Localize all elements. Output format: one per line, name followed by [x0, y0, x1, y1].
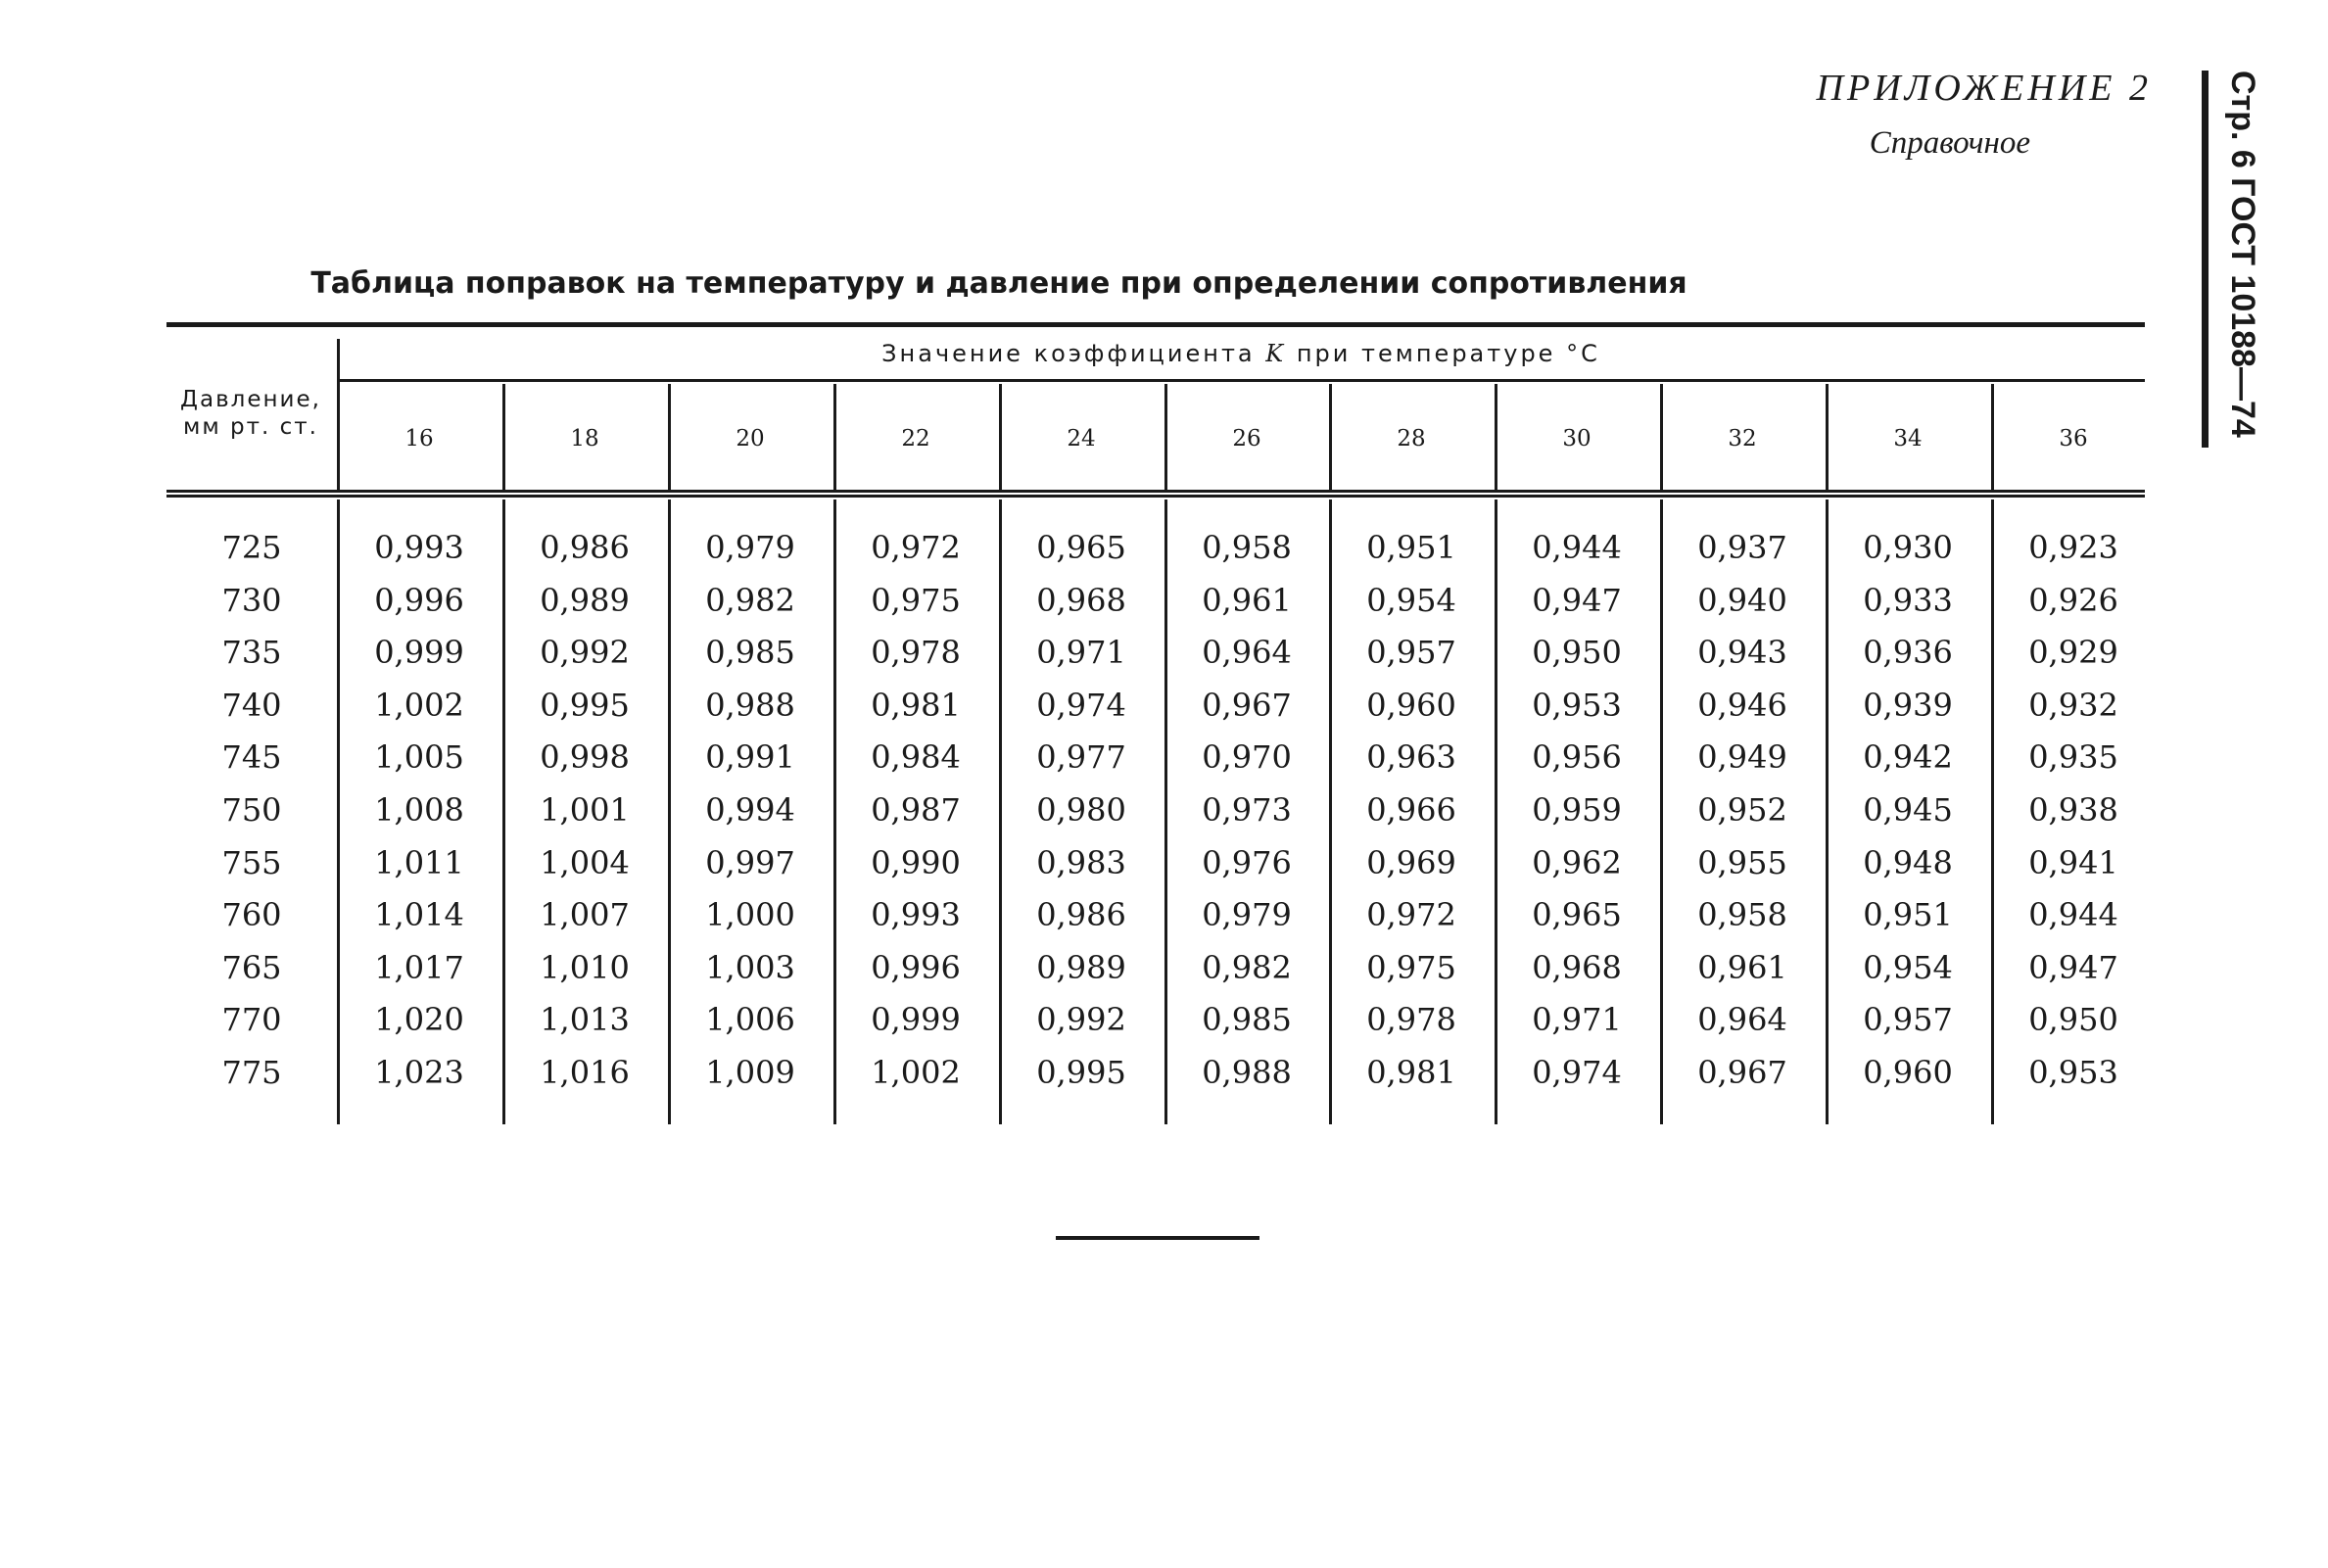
coefficient-cell: 0,988 — [705, 687, 795, 724]
group-header-symbol: K — [1265, 340, 1287, 367]
coefficient-cell: 0,964 — [1202, 634, 1292, 671]
coefficient-cell: 0,972 — [871, 529, 961, 566]
coefficient-cell: 0,923 — [2028, 529, 2118, 566]
coefficient-cell: 0,996 — [871, 949, 961, 986]
coefficient-cell: 0,978 — [1366, 1001, 1456, 1038]
coefficient-cell: 0,937 — [1697, 529, 1787, 566]
pressure-header-line2: мм рт. ст. — [183, 414, 318, 440]
coefficient-cell: 0,932 — [2028, 687, 2118, 724]
pressure-cell: 760 — [221, 896, 282, 933]
coefficient-cell: 1,002 — [871, 1054, 961, 1091]
coefficient-cell: 0,960 — [1366, 687, 1456, 724]
pressure-cell: 725 — [221, 529, 282, 566]
coefficient-cell: 0,974 — [1532, 1054, 1622, 1091]
coefficient-cell: 0,968 — [1532, 949, 1622, 986]
coefficient-cell: 0,954 — [1863, 949, 1953, 986]
coefficient-cell: 0,995 — [540, 687, 630, 724]
coefficient-cell: 0,930 — [1863, 529, 1953, 566]
coefficient-cell: 0,971 — [1036, 634, 1126, 671]
coefficient-cell: 0,929 — [2028, 634, 2118, 671]
temperature-header-cell: 36 — [2059, 426, 2088, 451]
pressure-cell: 765 — [221, 949, 282, 986]
side-header: Стр. 6 ГОСТ 10188—74 — [2224, 71, 2261, 438]
coefficient-cell: 0,959 — [1532, 791, 1622, 829]
coefficient-cell: 0,994 — [705, 791, 795, 829]
coefficient-cell: 1,020 — [374, 1001, 464, 1038]
group-header-suffix: при температуре °С — [1296, 340, 1600, 367]
appendix-subtitle: Справочное — [1869, 125, 2030, 161]
pressure-cell: 775 — [221, 1054, 282, 1091]
coefficient-cell: 0,986 — [1036, 896, 1126, 933]
coefficient-cell: 0,992 — [540, 634, 630, 671]
coefficient-cell: 0,998 — [540, 738, 630, 776]
pressure-cell: 755 — [221, 844, 282, 881]
coefficient-cell: 0,966 — [1366, 791, 1456, 829]
coefficient-cell: 0,973 — [1202, 791, 1292, 829]
coefficient-cell: 0,993 — [871, 896, 961, 933]
coefficient-cell: 0,926 — [2028, 582, 2118, 619]
coefficient-cell: 0,944 — [2028, 896, 2118, 933]
coefficient-cell: 0,938 — [2028, 791, 2118, 829]
coefficient-cell: 0,949 — [1697, 738, 1787, 776]
pressure-cell: 770 — [221, 1001, 282, 1038]
coefficient-cell: 0,945 — [1863, 791, 1953, 829]
coefficient-cell: 0,983 — [1036, 844, 1126, 881]
rule-top — [166, 322, 2145, 327]
coefficient-cell: 0,957 — [1863, 1001, 1953, 1038]
coefficient-cell: 0,978 — [871, 634, 961, 671]
pressure-cell: 730 — [221, 582, 282, 619]
coefficient-cell: 0,993 — [374, 529, 464, 566]
coefficient-cell: 0,954 — [1366, 582, 1456, 619]
coefficient-cell: 0,963 — [1366, 738, 1456, 776]
coefficient-cell: 0,956 — [1532, 738, 1622, 776]
pressure-header-line1: Давление, — [180, 387, 321, 412]
coefficient-cell: 0,996 — [374, 582, 464, 619]
coefficient-cell: 0,970 — [1202, 738, 1292, 776]
coefficient-cell: 1,014 — [374, 896, 464, 933]
coefficient-cell: 0,950 — [2028, 1001, 2118, 1038]
rule-group — [337, 379, 2145, 382]
coefficient-cell: 0,997 — [705, 844, 795, 881]
table-title: Таблица поправок на температуру и давление при определении сопротивления — [310, 266, 1687, 301]
coefficient-cell: 1,007 — [540, 896, 630, 933]
coefficient-cell: 0,979 — [705, 529, 795, 566]
coefficient-cell: 0,991 — [705, 738, 795, 776]
pressure-header — [166, 386, 335, 441]
coefficient-cell: 0,992 — [1036, 1001, 1126, 1038]
temperature-header-cell: 22 — [901, 426, 930, 451]
coefficient-cell: 0,988 — [1202, 1054, 1292, 1091]
coefficient-cell: 0,946 — [1697, 687, 1787, 724]
coefficient-cell: 0,999 — [871, 1001, 961, 1038]
pressure-cell: 745 — [221, 738, 282, 776]
coefficient-cell: 0,979 — [1202, 896, 1292, 933]
appendix-title: ПРИЛОЖЕНИЕ 2 — [1816, 68, 2152, 109]
temperature-header-cell: 24 — [1067, 426, 1096, 451]
coefficient-cell: 0,975 — [871, 582, 961, 619]
temperature-header-cell: 16 — [404, 426, 434, 451]
coefficient-cell: 1,008 — [374, 791, 464, 829]
coefficient-cell: 0,942 — [1863, 738, 1953, 776]
coefficient-cell: 0,985 — [1202, 1001, 1292, 1038]
temperature-header-cell: 20 — [736, 426, 765, 451]
coefficient-cell: 1,001 — [540, 791, 630, 829]
coefficient-cell: 1,010 — [540, 949, 630, 986]
coefficient-cell: 0,967 — [1697, 1054, 1787, 1091]
coefficient-cell: 0,974 — [1036, 687, 1126, 724]
rule-double — [166, 490, 2145, 498]
coefficient-cell: 0,947 — [1532, 582, 1622, 619]
coefficient-cell: 1,017 — [374, 949, 464, 986]
coefficient-cell: 1,004 — [540, 844, 630, 881]
coefficient-cell: 0,982 — [1202, 949, 1292, 986]
coefficient-cell: 0,999 — [374, 634, 464, 671]
coefficient-cell: 0,961 — [1697, 949, 1787, 986]
coefficient-cell: 0,936 — [1863, 634, 1953, 671]
group-header — [337, 340, 2145, 367]
coefficient-cell: 1,023 — [374, 1054, 464, 1091]
pressure-cell: 735 — [221, 634, 282, 671]
header-column-rule — [337, 339, 340, 490]
coefficient-cell: 1,005 — [374, 738, 464, 776]
coefficient-cell: 0,980 — [1036, 791, 1126, 829]
coefficient-cell: 0,968 — [1036, 582, 1126, 619]
coefficient-cell: 0,943 — [1697, 634, 1787, 671]
coefficient-cell: 0,957 — [1366, 634, 1456, 671]
coefficient-cell: 0,958 — [1202, 529, 1292, 566]
coefficient-cell: 0,989 — [1036, 949, 1126, 986]
coefficient-cell: 0,975 — [1366, 949, 1456, 986]
coefficient-cell: 1,002 — [374, 687, 464, 724]
coefficient-cell: 0,977 — [1036, 738, 1126, 776]
coefficient-cell: 0,986 — [540, 529, 630, 566]
coefficient-cell: 0,951 — [1863, 896, 1953, 933]
coefficient-cell: 0,948 — [1863, 844, 1953, 881]
end-rule — [1056, 1236, 1259, 1240]
coefficient-cell: 1,009 — [705, 1054, 795, 1091]
coefficient-cell: 0,969 — [1366, 844, 1456, 881]
coefficient-cell: 1,006 — [705, 1001, 795, 1038]
coefficient-cell: 0,944 — [1532, 529, 1622, 566]
coefficient-cell: 0,962 — [1532, 844, 1622, 881]
coefficient-cell: 0,981 — [1366, 1054, 1456, 1091]
coefficient-cell: 0,953 — [1532, 687, 1622, 724]
coefficient-cell: 1,000 — [705, 896, 795, 933]
coefficient-cell: 0,995 — [1036, 1054, 1126, 1091]
coefficient-cell: 0,950 — [1532, 634, 1622, 671]
temperature-header-cell: 18 — [570, 426, 599, 451]
coefficient-cell: 0,953 — [2028, 1054, 2118, 1091]
coefficient-cell: 0,965 — [1036, 529, 1126, 566]
coefficient-cell: 0,976 — [1202, 844, 1292, 881]
coefficient-cell: 0,933 — [1863, 582, 1953, 619]
temperature-header-cell: 28 — [1397, 426, 1426, 451]
coefficient-cell: 0,989 — [540, 582, 630, 619]
pressure-cell: 750 — [221, 791, 282, 829]
coefficient-cell: 0,982 — [705, 582, 795, 619]
coefficient-cell: 0,935 — [2028, 738, 2118, 776]
coefficient-cell: 1,011 — [374, 844, 464, 881]
side-bar — [2202, 71, 2209, 448]
coefficient-cell: 0,955 — [1697, 844, 1787, 881]
coefficient-cell: 0,947 — [2028, 949, 2118, 986]
coefficient-cell: 0,990 — [871, 844, 961, 881]
coefficient-cell: 0,940 — [1697, 582, 1787, 619]
coefficient-cell: 0,987 — [871, 791, 961, 829]
coefficient-cell: 1,016 — [540, 1054, 630, 1091]
coefficient-cell: 0,960 — [1863, 1054, 1953, 1091]
coefficient-cell: 0,939 — [1863, 687, 1953, 724]
coefficient-cell: 0,941 — [2028, 844, 2118, 881]
coefficient-cell: 0,965 — [1532, 896, 1622, 933]
temperature-header-cell: 32 — [1728, 426, 1757, 451]
group-header-prefix: Значение коэффициента — [881, 340, 1256, 367]
coefficient-cell: 0,971 — [1532, 1001, 1622, 1038]
coefficient-cell: 1,003 — [705, 949, 795, 986]
coefficient-cell: 0,972 — [1366, 896, 1456, 933]
coefficient-cell: 0,964 — [1697, 1001, 1787, 1038]
coefficient-cell: 0,952 — [1697, 791, 1787, 829]
temperature-header-cell: 26 — [1232, 426, 1261, 451]
coefficient-cell: 0,984 — [871, 738, 961, 776]
coefficient-cell: 1,013 — [540, 1001, 630, 1038]
temperature-header-cell: 34 — [1893, 426, 1923, 451]
coefficient-cell: 0,958 — [1697, 896, 1787, 933]
coefficient-cell: 0,967 — [1202, 687, 1292, 724]
coefficient-cell: 0,951 — [1366, 529, 1456, 566]
coefficient-cell: 0,981 — [871, 687, 961, 724]
temperature-header-cell: 30 — [1562, 426, 1592, 451]
coefficient-cell: 0,961 — [1202, 582, 1292, 619]
coefficient-cell: 0,985 — [705, 634, 795, 671]
pressure-cell: 740 — [221, 687, 282, 724]
